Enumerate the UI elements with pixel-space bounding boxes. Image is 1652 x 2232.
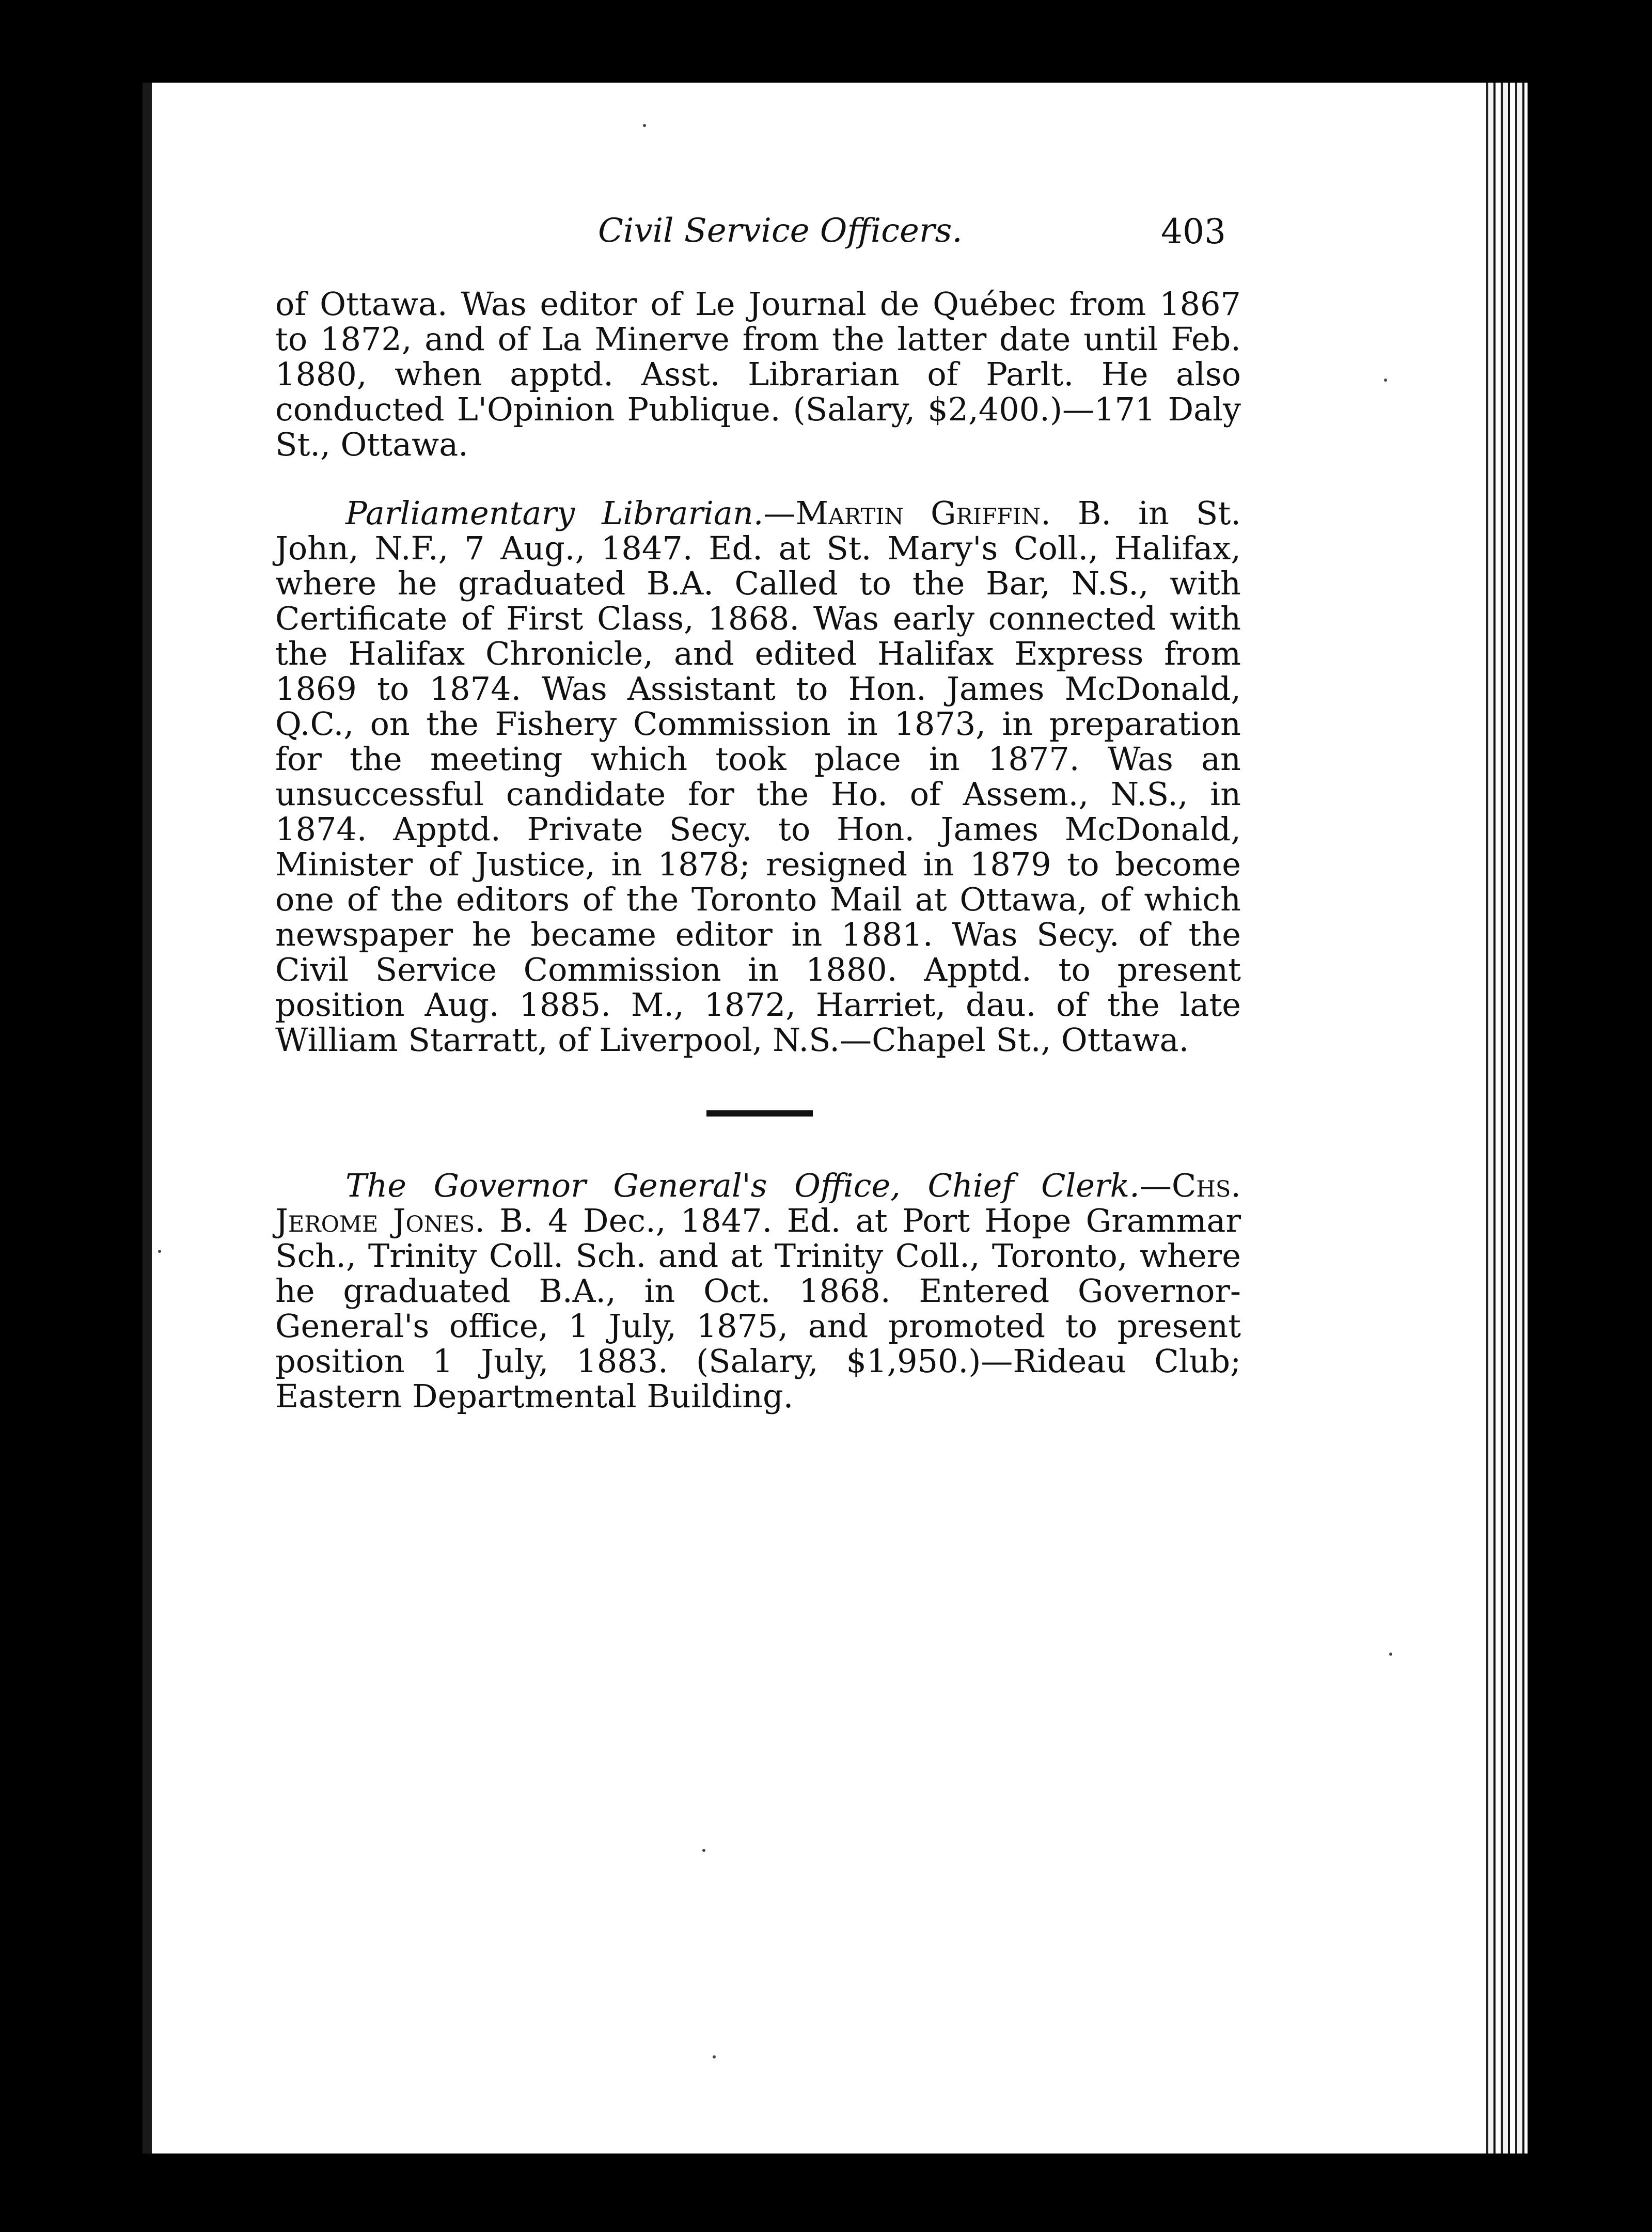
page-number: 403 xyxy=(1161,212,1226,252)
running-title: Civil Service Officers. xyxy=(598,212,963,250)
scan-speck xyxy=(643,124,646,127)
entry-parliamentary-librarian xyxy=(275,496,1241,1058)
entry-continued xyxy=(275,287,1241,462)
section-divider xyxy=(706,1110,813,1117)
scan-speck xyxy=(702,1849,705,1852)
scan-speck xyxy=(1384,379,1387,382)
entry-name: Martin Griffin. xyxy=(795,494,1051,532)
entry-body: B. 4 Dec., 1847. Ed. at Port Hope Grammar Sch., Trinity Coll. Sch. and at Trinity Coll., Toronto, where he graduated B.A., in Oct. 1868. Entered Governor-General's office, 1 July, 1875, and promoted to present position 1 July, 1883. (Salary, $1,950.)—Rideau Club; Eastern Departmental Building. xyxy=(275,1202,1241,1415)
entry-heading: The Governor General's Office, Chief Clerk. xyxy=(345,1167,1140,1204)
entry-body: B. in St. John, N.F., 7 Aug., 1847. Ed. at St. Mary's Coll., Halifax, where he graduated B.A. Called to the Bar, N.S., with Certificate of First Class, 1868. Was early connected with the Halifax Chronicle, and edited Halifax Express from 1869 to 1874. Was Assistant to Hon. James McDonald, Q.C., on the Fishery Commission in 1873, in preparation for the meeting which took place in 1877. Was an unsuccessful candidate for the Ho. of Assem., N.S., in 1874. Apptd. Private Secy. to Hon. James McDonald, Minister of Justice, in 1878; resigned in 1879 to become one of the editors of the Toronto Mail at Ottawa, of which newspaper he became editor in 1881. Was Secy. of the Civil Service Commission in 1880. Apptd. to present position Aug. 1885. M., 1872, Harriet, dau. of the late William Starratt, of Liverpool, N.S.—Chapel St., Ottawa. xyxy=(275,494,1241,1059)
scan-speck xyxy=(713,2055,716,2058)
entry-body: of Ottawa. Was editor of Le Journal de Québec from 1867 to 1872, and of La Minerve from the latter date until Feb. 1880, when apptd. Asst. Librarian of Parlt. He also conducted L'Opinion Publique. (Salary, $2,400.)—171 Daly St., Ottawa. xyxy=(275,285,1241,463)
entry-governor-general-office xyxy=(275,1168,1241,1414)
entry-dash: — xyxy=(1139,1167,1172,1204)
entry-heading: Parliamentary Librarian. xyxy=(345,494,764,532)
page-edge xyxy=(1481,83,1528,2154)
entry-dash: — xyxy=(763,494,796,532)
entry-name: Chs. Jerome Jones. xyxy=(275,1167,1241,1239)
scan-speck xyxy=(1389,1653,1392,1656)
scan-speck xyxy=(158,1250,161,1253)
